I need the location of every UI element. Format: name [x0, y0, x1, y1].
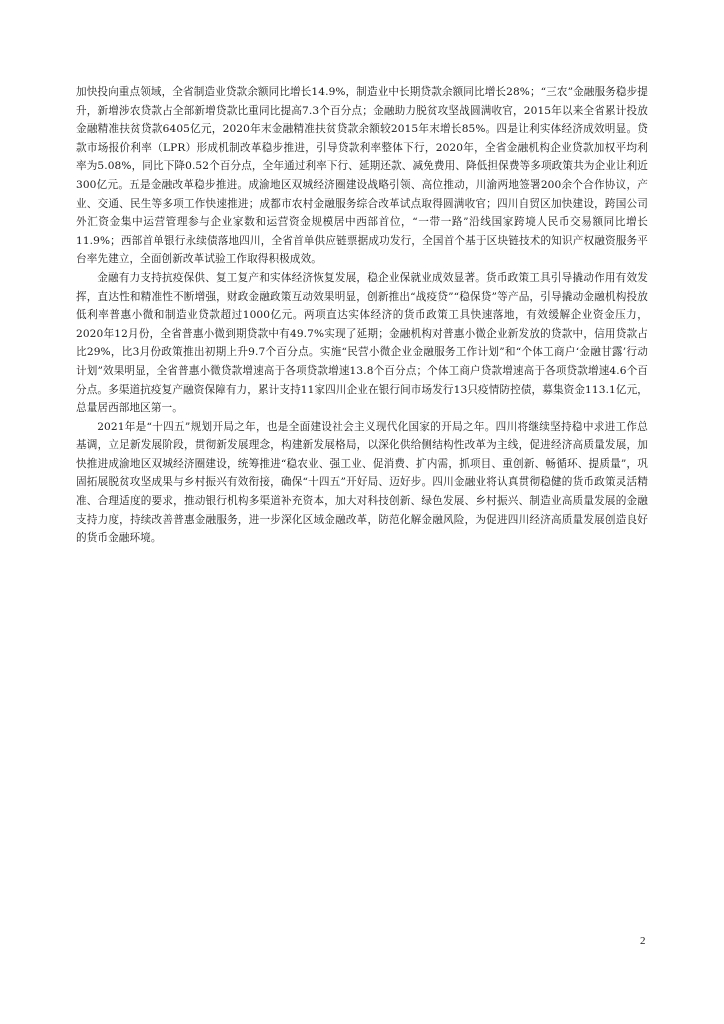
paragraph-outlook-2021: 2021年是“十四五”规划开局之年，也是全面建设社会主义现代化国家的开局之年。四川将继续坚持稳中求进工作总基调，立足新发展阶段，贯彻新发展理念，构建新发展格局，以深化供给侧结构性改革为主线，促进经济高质量发展，加快推进成渝地区双城经济圈建设，统筹推进“稳农业、强工业、促消费、扩内需，抓项目、重创新、畅循环、提质量”，巩固拓展脱贫攻坚成果与乡村振兴有效衔接，确保“十四五”开好局、迈好步。四川金融业将认真贯彻稳健的货币政策灵活精准、合理适度的要求，推动银行机构多渠道补充资本，加大对科技创新、绿色发展、乡村振兴、制造业高质量发展的金融支持力度，持续改善普惠金融服务，进一步深化区域金融改革，防范化解金融风险，为促进四川经济高质量发展创造良好的货币金融环境。 [76, 420, 648, 545]
paragraph-continuation: 加快投向重点领域，全省制造业贷款余额同比增长14.9%，制造业中长期贷款余额同比增长28%；“三农”金融服务稳步提升，新增涉农贷款占全部新增贷款比重同比提高7.3个百分点；金融助力脱贫攻坚战圆满收官，2015年以来全省累计投放金融精准扶贫贷款6405亿元，2020年末金融精准扶贫贷款余额较2015年末增长85%。四是让利实体经济成效明显。贷款市场报价利率（LPR）形成机制改革稳步推进，引导贷款利率整体下行，2020年，全省金融机构企业贷款加权平均利率为5.08%，同比下降0.52个百分点，全年通过利率下行、延期还款、减免费用、降低担保费等多项政策共为企业让利近300亿元。五是金融改革稳步推进。成渝地区双城经济圈建设战略引领、高位推动，川渝两地签署200余个合作协议，产业、交通、民生等多项工作快速推进；成都市农村金融服务综合改革试点取得圆满收官；四川自贸区加快建设，跨国公司外汇资金集中运营管理参与企业家数和运营资金规模居中西部首位，“一带一路”沿线国家跨境人民币交易额同比增长11.9%；西部首单银行永续债落地四川，全省首单供应链票据成功发行，全国首个基于区块链技术的知识产权融资服务平台率先建立，全面创新改革试验工作取得积极成效。 [76, 86, 648, 266]
page-number: 2 [640, 935, 646, 947]
document-body [76, 83, 648, 548]
paragraph-epidemic-support: 金融有力支持抗疫保供、复工复产和实体经济恢复发展，稳企业保就业成效显著。货币政策工具引导撬动作用有效发挥，直达性和精准性不断增强，财政金融政策互动效果明显，创新推出“战疫贷”“稳保贷”等产品，引导撬动金融机构投放低利率普惠小微和制造业贷款超过1000亿元。两项直达实体经济的货币政策工具快速落地，有效缓解企业资金压力，2020年12月份，全省普惠小微到期贷款中有49.7%实现了延期；金融机构对普惠小微企业新发放的贷款中，信用贷款占比29%，比3月份政策推出初期上升9.7个百分点。实施“民营小微企业金融服务工作计划”和“个体工商户‘金融甘露’行动计划”效果明显，全省普惠小微贷款增速高于各项贷款增速13.8个百分点；个体工商户贷款增速高于各项贷款增速4.6个百分点。多渠道抗疫复产融资保障有力，累计支持11家四川企业在银行间市场发行13只疫情防控债，募集资金113.1亿元，总量居西部地区第一。 [76, 271, 648, 415]
